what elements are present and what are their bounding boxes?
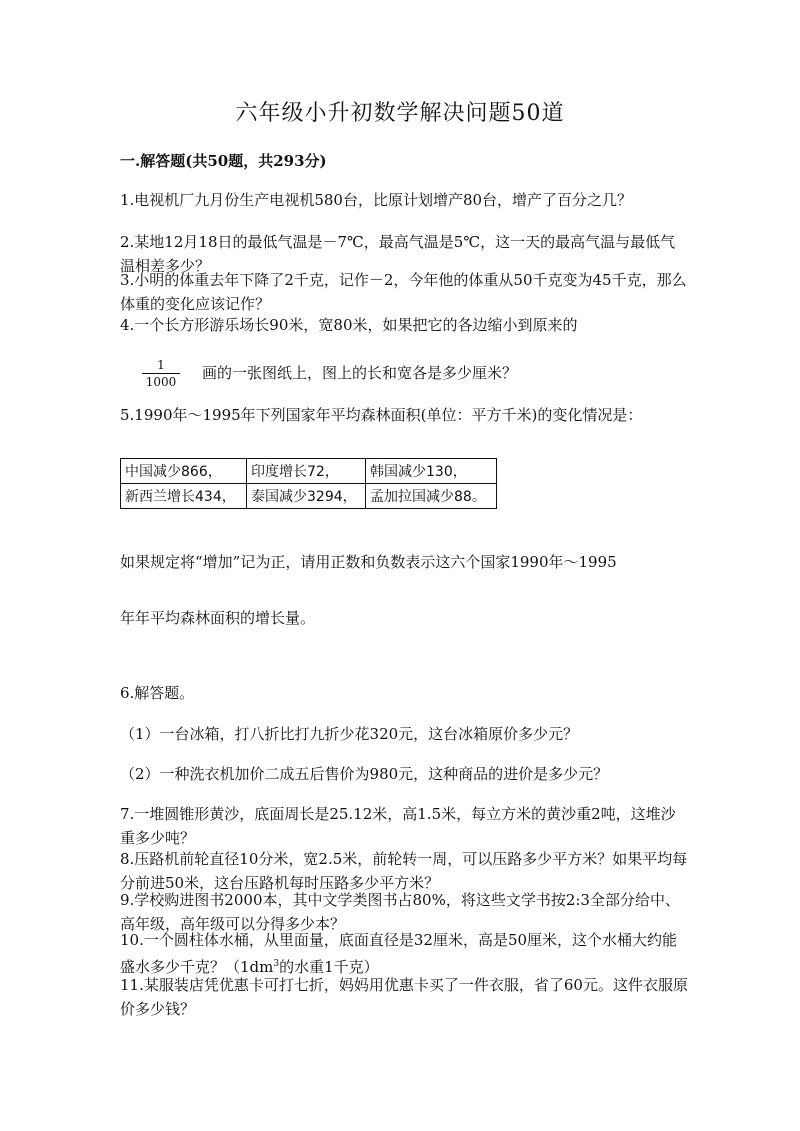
table-cell: 孟加拉国减少88。 (366, 484, 497, 509)
question-10 (120, 928, 690, 979)
table-cell: 中国减少866， (121, 459, 247, 484)
table-cell: 泰国减少3294， (247, 484, 366, 509)
question-5-line-2: 年年平均森林面积的增长量。 (120, 609, 316, 627)
table-row (121, 484, 497, 509)
table-cell: 新西兰增长434， (121, 484, 247, 509)
question-4-line-1: 4.一个长方形游乐场长90米，宽80米，如果把它的各边缩小到原来的 (120, 316, 578, 334)
section-heading: 一.解答题(共50题，共293分) (120, 152, 327, 170)
question-6: 6.解答题。 (120, 684, 195, 702)
cubic-superscript: 3 (273, 959, 280, 969)
question-1: 1.电视机厂九月份生产电视机580台，比原计划增产80台，增产了百分之几？ (120, 191, 633, 209)
page-title: 六年级小升初数学解决问题50道 (235, 101, 565, 126)
table-row (121, 459, 497, 484)
fraction-one-thousandth (142, 358, 180, 389)
question-5-line-1: 如果规定将“增加”记为正，请用正数和负数表示这六个国家1990年～1995 (120, 553, 617, 571)
question-6-part-2: （2）一种洗衣机加价二成五后售价为980元，这种商品的进价是多少元？ (120, 765, 609, 783)
question-5-intro: 5.1990年～1995年下列国家年平均森林面积(单位：平方千米)的变化情况是： (120, 406, 643, 424)
question-9: 9.学校购进图书2000本，其中文学类图书占80%，将这些文学书按2:3全部分给中、高年级，高年级可以分得多少本？ (120, 891, 680, 933)
question-8: 8.压路机前轮直径10分米，宽2.5米，前轮转一周，可以压路多少平方米？如果平均每分前进50米，这台压路机每时压路多少平方米？ (120, 850, 688, 892)
fraction-denominator: 1000 (145, 375, 177, 389)
question-6-part-1: （1）一台冰箱，打八折比打九折少花320元，这台冰箱原价多少元？ (120, 725, 579, 743)
question-4-line-2: 画的一张图纸上，图上的长和宽各是多少厘米？ (202, 364, 518, 382)
question-11: 11.某服装店凭优惠卡可打七折，妈妈用优惠卡买了一件衣服，省了60元。这件衣服原价多少钱？ (120, 976, 688, 1018)
question-7: 7.一堆圆锥形黄沙，底面周长是25.12米，高1.5米，每立方米的黄沙重2吨，这堆沙重多少吨？ (120, 805, 676, 847)
table-cell: 印度增长72， (247, 459, 366, 484)
question-10-tail: 的水重1千克） (279, 958, 379, 976)
question-10-text: 10.一个圆柱体水桶，从里面量，底面直径是32厘米，高是50厘米，这个水桶大约能盛水多少千克？（1dm (120, 931, 678, 976)
fraction-numerator: 1 (142, 358, 180, 374)
table-cell: 韩国减少130， (366, 459, 497, 484)
question-3: 3.小明的体重去年下降了2千克，记作－2，今年他的体重从50千克变为45千克，那么体重的变化应该记作？ (120, 271, 687, 313)
question-2: 2.某地12月18日的最低气温是－7℃，最高气温是5℃，这一天的最高气温与最低气温相差多少？ (120, 233, 676, 275)
forest-area-table (120, 458, 497, 509)
